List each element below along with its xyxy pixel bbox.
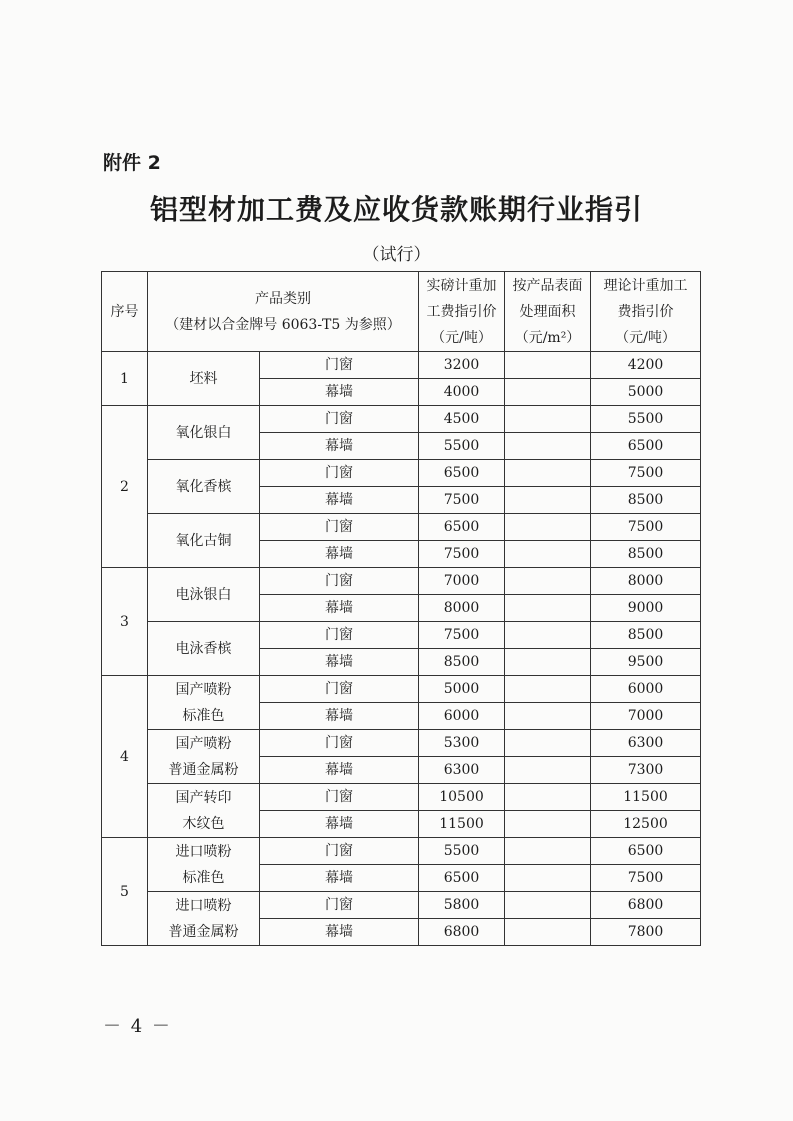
header-seq: 序号 [102, 272, 148, 352]
table-row [102, 730, 701, 757]
header-category-line1: 产品类别 [255, 290, 311, 307]
usage-cell: 幕墙 [260, 595, 419, 622]
surface-price-cell [505, 865, 591, 892]
theory-price-cell: 8000 [591, 568, 701, 595]
product-name-line: 木纹色 [182, 815, 225, 832]
actual-price-cell: 6800 [419, 919, 505, 946]
header-category [148, 272, 419, 352]
surface-price-cell [505, 703, 591, 730]
surface-price-cell [505, 595, 591, 622]
surface-price-cell [505, 622, 591, 649]
header-surface-line2: 处理面积 [519, 303, 576, 320]
table-row [102, 406, 701, 433]
surface-price-cell [505, 838, 591, 865]
header-theory-price [591, 272, 701, 352]
header-category-line2: （建材以合金牌号 6063-T5 为参照） [165, 316, 401, 333]
usage-cell: 幕墙 [260, 379, 419, 406]
product-name-line: 进口喷粉 [175, 897, 232, 914]
seq-cell: 4 [102, 676, 148, 838]
theory-price-cell: 6500 [591, 433, 701, 460]
actual-price-cell: 6000 [419, 703, 505, 730]
product-name-cell [148, 460, 260, 514]
product-name-line: 电泳香槟 [175, 640, 232, 657]
actual-price-cell: 8000 [419, 595, 505, 622]
product-name-cell [148, 622, 260, 676]
surface-price-cell [505, 649, 591, 676]
actual-price-cell: 5800 [419, 892, 505, 919]
actual-price-cell: 6300 [419, 757, 505, 784]
theory-price-cell: 5000 [591, 379, 701, 406]
usage-cell: 幕墙 [260, 865, 419, 892]
product-name-line: 国产转印 [175, 789, 232, 806]
product-name-line: 标准色 [182, 869, 225, 886]
usage-cell: 门窗 [260, 730, 419, 757]
surface-price-cell [505, 919, 591, 946]
product-name-line: 标准色 [182, 707, 225, 724]
usage-cell: 门窗 [260, 676, 419, 703]
seq-cell: 2 [102, 406, 148, 568]
product-name-cell [148, 514, 260, 568]
theory-price-cell: 9500 [591, 649, 701, 676]
product-name-line: 普通金属粉 [168, 761, 239, 778]
seq-cell: 3 [102, 568, 148, 676]
header-surface-line1: 按产品表面 [512, 277, 583, 294]
table-row [102, 892, 701, 919]
usage-cell: 门窗 [260, 406, 419, 433]
actual-price-cell: 3200 [419, 352, 505, 379]
product-name-cell [148, 568, 260, 622]
actual-price-cell: 7000 [419, 568, 505, 595]
price-guide-table [101, 271, 701, 946]
surface-price-cell [505, 541, 591, 568]
theory-price-cell: 6300 [591, 730, 701, 757]
actual-price-cell: 11500 [419, 811, 505, 838]
actual-price-cell: 5500 [419, 433, 505, 460]
header-actual-line2: 工费指引价 [426, 303, 497, 320]
theory-price-cell: 4200 [591, 352, 701, 379]
usage-cell: 门窗 [260, 568, 419, 595]
theory-price-cell: 7500 [591, 514, 701, 541]
header-theory-line2: 费指引价 [617, 303, 674, 320]
theory-price-cell: 8500 [591, 541, 701, 568]
table-row [102, 676, 701, 703]
product-name-line: 国产喷粉 [175, 681, 232, 698]
document-subtitle: （试行） [362, 245, 431, 265]
actual-price-cell: 5000 [419, 676, 505, 703]
product-name-line: 普通金属粉 [168, 923, 239, 940]
usage-cell: 幕墙 [260, 703, 419, 730]
header-surface-price [505, 272, 591, 352]
theory-price-cell: 6500 [591, 838, 701, 865]
surface-price-cell [505, 784, 591, 811]
surface-price-cell [505, 892, 591, 919]
table-row [102, 784, 701, 811]
actual-price-cell: 4000 [419, 379, 505, 406]
surface-price-cell [505, 514, 591, 541]
actual-price-cell: 6500 [419, 514, 505, 541]
document-title: 铝型材加工费及应收货款账期行业指引 [149, 193, 643, 226]
product-name-line: 氧化银白 [175, 424, 232, 441]
usage-cell: 幕墙 [260, 811, 419, 838]
header-theory-line3: （元/吨） [615, 329, 676, 346]
product-name-cell [148, 676, 260, 730]
theory-price-cell: 7300 [591, 757, 701, 784]
theory-price-cell: 7800 [591, 919, 701, 946]
surface-price-cell [505, 460, 591, 487]
theory-price-cell: 11500 [591, 784, 701, 811]
page-number: － 4 － [103, 1016, 172, 1037]
header-actual-line1: 实磅计重加 [426, 277, 497, 294]
product-name-line: 进口喷粉 [175, 843, 232, 860]
usage-cell: 门窗 [260, 352, 419, 379]
actual-price-cell: 5300 [419, 730, 505, 757]
header-row [102, 272, 701, 352]
product-name-line: 国产喷粉 [175, 735, 232, 752]
surface-price-cell [505, 811, 591, 838]
actual-price-cell: 7500 [419, 541, 505, 568]
theory-price-cell: 7500 [591, 460, 701, 487]
actual-price-cell: 8500 [419, 649, 505, 676]
usage-cell: 幕墙 [260, 433, 419, 460]
actual-price-cell: 4500 [419, 406, 505, 433]
surface-price-cell [505, 568, 591, 595]
product-name-cell [148, 406, 260, 460]
surface-price-cell [505, 730, 591, 757]
table-row [102, 568, 701, 595]
theory-price-cell: 12500 [591, 811, 701, 838]
surface-price-cell [505, 757, 591, 784]
usage-cell: 幕墙 [260, 649, 419, 676]
surface-price-cell [505, 433, 591, 460]
seq-cell: 5 [102, 838, 148, 946]
header-theory-line1: 理论计重加工 [603, 277, 688, 294]
theory-price-cell: 9000 [591, 595, 701, 622]
actual-price-cell: 5500 [419, 838, 505, 865]
header-actual-line3: （元/吨） [431, 329, 492, 346]
usage-cell: 幕墙 [260, 757, 419, 784]
surface-price-cell [505, 352, 591, 379]
usage-cell: 门窗 [260, 514, 419, 541]
product-name-cell [148, 352, 260, 406]
surface-price-cell [505, 676, 591, 703]
table-row [102, 460, 701, 487]
table-row [102, 514, 701, 541]
theory-price-cell: 6000 [591, 676, 701, 703]
surface-price-cell [505, 406, 591, 433]
table-row [102, 838, 701, 865]
surface-price-cell [505, 487, 591, 514]
header-actual-price [419, 272, 505, 352]
attachment-label: 附件 2 [103, 152, 161, 174]
product-name-cell [148, 838, 260, 892]
table-row [102, 352, 701, 379]
product-name-line: 氧化古铜 [175, 532, 232, 549]
actual-price-cell: 6500 [419, 460, 505, 487]
product-name-cell [148, 892, 260, 946]
usage-cell: 门窗 [260, 460, 419, 487]
theory-price-cell: 5500 [591, 406, 701, 433]
product-name-line: 电泳银白 [175, 586, 232, 603]
actual-price-cell: 7500 [419, 622, 505, 649]
usage-cell: 门窗 [260, 784, 419, 811]
usage-cell: 门窗 [260, 622, 419, 649]
actual-price-cell: 10500 [419, 784, 505, 811]
theory-price-cell: 6800 [591, 892, 701, 919]
seq-cell: 1 [102, 352, 148, 406]
product-name-cell [148, 730, 260, 784]
theory-price-cell: 7500 [591, 865, 701, 892]
usage-cell: 幕墙 [260, 541, 419, 568]
usage-cell: 幕墙 [260, 919, 419, 946]
header-surface-line3: （元/m²） [514, 329, 581, 346]
table-row [102, 622, 701, 649]
usage-cell: 门窗 [260, 838, 419, 865]
actual-price-cell: 7500 [419, 487, 505, 514]
theory-price-cell: 8500 [591, 622, 701, 649]
theory-price-cell: 7000 [591, 703, 701, 730]
usage-cell: 幕墙 [260, 487, 419, 514]
usage-cell: 门窗 [260, 892, 419, 919]
product-name-cell [148, 784, 260, 838]
theory-price-cell: 8500 [591, 487, 701, 514]
actual-price-cell: 6500 [419, 865, 505, 892]
product-name-line: 氧化香槟 [175, 478, 232, 495]
surface-price-cell [505, 379, 591, 406]
product-name-line: 坯料 [189, 370, 218, 387]
